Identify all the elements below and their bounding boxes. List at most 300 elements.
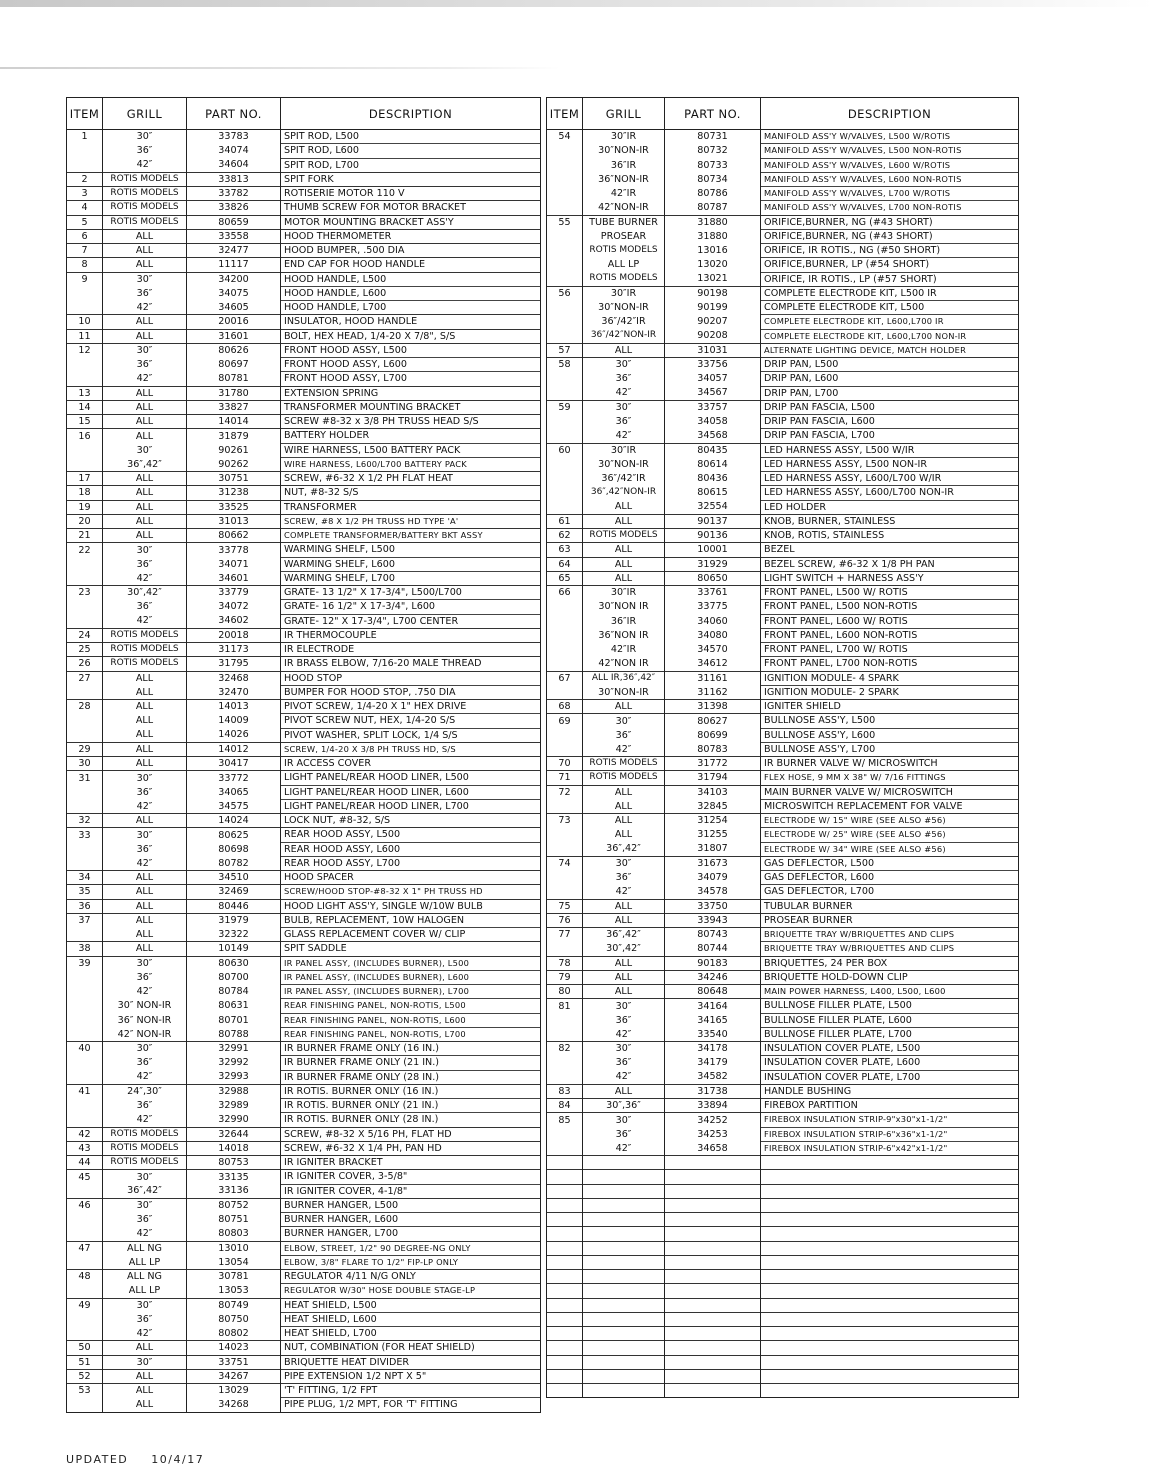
item-number <box>67 1113 103 1127</box>
item-number <box>547 628 583 642</box>
grill-size: ALL <box>103 529 187 543</box>
grill-size: 42″ <box>583 1027 665 1041</box>
part-description: BULB, REPLACEMENT, 10W HALOGEN <box>281 913 541 927</box>
grill-size: 42″ <box>583 1141 665 1155</box>
table-row <box>547 429 1019 443</box>
table-row <box>547 543 1019 557</box>
part-description: FIREBOX INSULATION STRIP-9"x30"x1-1/2" <box>761 1113 1019 1127</box>
part-description: REAR HOOD ASSY, L500 <box>281 828 541 842</box>
part-description: BULLNOSE ASS'Y, L600 <box>761 728 1019 742</box>
header-grill: GRILL <box>103 98 187 130</box>
grill-size: 36″ <box>103 600 187 614</box>
table-row <box>547 1084 1019 1098</box>
parts-table-left <box>66 97 541 1413</box>
table-row <box>67 614 541 628</box>
table-row <box>547 757 1019 771</box>
header-description: DESCRIPTION <box>761 98 1019 130</box>
grill-size: 30″ <box>103 1042 187 1056</box>
empty-cell <box>547 1255 583 1269</box>
item-number <box>547 500 583 514</box>
part-number: 80753 <box>187 1156 281 1170</box>
grill-size: 42″ <box>103 1327 187 1341</box>
item-number <box>67 1398 103 1412</box>
empty-cell <box>665 1341 761 1355</box>
part-number: 14018 <box>187 1141 281 1155</box>
empty-cell <box>547 1355 583 1369</box>
part-number: 33943 <box>665 913 761 927</box>
part-description: ORIFICE, IR ROTIS., LP (#57 SHORT) <box>761 272 1019 286</box>
part-description: IR ELECTRODE <box>281 643 541 657</box>
table-header <box>67 98 541 130</box>
part-number: 11117 <box>187 258 281 272</box>
grill-size: 30″,36″ <box>583 1099 665 1113</box>
part-number: 13053 <box>187 1284 281 1298</box>
part-description: WIRE HARNESS, L600/L700 BATTERY PACK <box>281 457 541 471</box>
part-number: 90261 <box>187 443 281 457</box>
empty-cell <box>665 1213 761 1227</box>
grill-size: ALL <box>583 700 665 714</box>
grill-size: ALL NG <box>103 1270 187 1284</box>
part-number: 34612 <box>665 657 761 671</box>
table-row <box>547 1141 1019 1155</box>
grill-size: 30″ <box>103 1170 187 1184</box>
part-description: BATTERY HOLDER <box>281 429 541 443</box>
table-row <box>547 714 1019 728</box>
blank-row <box>547 1369 1019 1383</box>
blank-row <box>547 1284 1019 1298</box>
grill-size: 36″IR <box>583 614 665 628</box>
part-description: WARMING SHELF, L600 <box>281 557 541 571</box>
item-number <box>67 842 103 856</box>
grill-size: ALL <box>103 1398 187 1412</box>
grill-size: 36″ <box>103 557 187 571</box>
grill-size: 36″ <box>103 1213 187 1227</box>
grill-size: 30″ <box>103 443 187 457</box>
item-number: 27 <box>67 671 103 685</box>
table-row <box>67 1141 541 1155</box>
grill-size: ROTIS MODELS <box>103 187 187 201</box>
part-number: 80750 <box>187 1312 281 1326</box>
part-description: IR IGNITER COVER, 4-1/8" <box>281 1184 541 1198</box>
part-number: 13010 <box>187 1241 281 1255</box>
item-number <box>547 871 583 885</box>
part-description: EXTENSION SPRING <box>281 386 541 400</box>
grill-size: 30″ <box>103 956 187 970</box>
part-description: SCREW, #8-32 X 5/16 PH, FLAT HD <box>281 1127 541 1141</box>
grill-size: ALL IR,36″,42″ <box>583 671 665 685</box>
grill-size: 30″ <box>583 1113 665 1127</box>
part-description: IR BURNER FRAME ONLY (28 IN.) <box>281 1070 541 1084</box>
item-number: 15 <box>67 415 103 429</box>
grill-size: ALL <box>103 671 187 685</box>
grill-size: ALL <box>103 899 187 913</box>
item-number: 11 <box>67 329 103 343</box>
table-row <box>67 871 541 885</box>
part-number: 34164 <box>665 999 761 1013</box>
part-description: REAR FINISHING PANEL, NON-ROTIS, L600 <box>281 1013 541 1027</box>
item-number: 44 <box>67 1156 103 1170</box>
grill-size: ALL <box>583 814 665 828</box>
item-number: 47 <box>67 1241 103 1255</box>
grill-size: ALL <box>103 258 187 272</box>
item-number: 9 <box>67 272 103 286</box>
part-description: WARMING SHELF, L500 <box>281 543 541 557</box>
part-description: DRIP PAN, L700 <box>761 386 1019 400</box>
grill-size: ALL <box>103 1369 187 1383</box>
grill-size: 36″ <box>103 1312 187 1326</box>
grill-size: ALL <box>103 386 187 400</box>
table-row <box>547 742 1019 756</box>
grill-size: 36″,42″ <box>103 457 187 471</box>
part-number: 34179 <box>665 1056 761 1070</box>
part-number: 30417 <box>187 757 281 771</box>
grill-size: ROTIS MODELS <box>103 201 187 215</box>
grill-size: 36″,42″NON-IR <box>583 486 665 500</box>
grill-size: ALL <box>103 685 187 699</box>
empty-cell <box>665 1156 761 1170</box>
part-number: 32989 <box>187 1099 281 1113</box>
part-number: 31738 <box>665 1084 761 1098</box>
item-number: 64 <box>547 557 583 571</box>
item-number: 83 <box>547 1084 583 1098</box>
item-number <box>547 842 583 856</box>
part-description: BURNER HANGER, L700 <box>281 1227 541 1241</box>
item-number: 23 <box>67 586 103 600</box>
grill-size: 30″NON-IR <box>583 457 665 471</box>
empty-cell <box>761 1341 1019 1355</box>
item-number <box>547 643 583 657</box>
item-number <box>67 970 103 984</box>
item-number <box>547 742 583 756</box>
table-row <box>547 301 1019 315</box>
grill-size: 30″NON IR <box>583 600 665 614</box>
part-number: 90198 <box>665 286 761 300</box>
grill-size: 36″ <box>103 144 187 158</box>
grill-size: 30″ <box>103 343 187 357</box>
grill-size: 30″IR <box>583 130 665 144</box>
part-number: 80732 <box>665 144 761 158</box>
part-number: 20016 <box>187 315 281 329</box>
empty-cell <box>665 1327 761 1341</box>
blank-row <box>547 1241 1019 1255</box>
grill-size: 42″ <box>103 1227 187 1241</box>
header-part-no: PART NO. <box>665 98 761 130</box>
item-number: 22 <box>67 543 103 557</box>
table-row <box>547 500 1019 514</box>
table-row <box>547 985 1019 999</box>
part-number: 31880 <box>665 229 761 243</box>
item-number <box>67 557 103 571</box>
item-number <box>547 600 583 614</box>
empty-cell <box>665 1255 761 1269</box>
part-number: 32644 <box>187 1127 281 1141</box>
item-number: 63 <box>547 543 583 557</box>
part-number: 31398 <box>665 700 761 714</box>
part-number: 31795 <box>187 657 281 671</box>
part-number: 90208 <box>665 329 761 343</box>
part-description: TUBULAR BURNER <box>761 899 1019 913</box>
empty-cell <box>665 1270 761 1284</box>
part-number: 80701 <box>187 1013 281 1027</box>
part-number: 34200 <box>187 272 281 286</box>
grill-size: ALL <box>103 415 187 429</box>
table-row <box>547 372 1019 386</box>
empty-cell <box>761 1198 1019 1212</box>
empty-cell <box>583 1255 665 1269</box>
item-number: 75 <box>547 899 583 913</box>
table-row <box>67 144 541 158</box>
grill-size: 30″IR <box>583 586 665 600</box>
part-description: ELECTRODE W/ 34" WIRE (SEE ALSO #56) <box>761 842 1019 856</box>
item-number <box>67 301 103 315</box>
part-description: MANIFOLD ASS'Y W/VALVES, L600 NON-ROTIS <box>761 172 1019 186</box>
part-number: 31772 <box>665 757 761 771</box>
table-row <box>67 486 541 500</box>
empty-cell <box>665 1241 761 1255</box>
part-number: 32468 <box>187 671 281 685</box>
part-description: ORIFICE,BURNER, LP (#54 SHORT) <box>761 258 1019 272</box>
empty-cell <box>547 1312 583 1326</box>
empty-cell <box>665 1312 761 1326</box>
table-row <box>67 258 541 272</box>
item-number: 53 <box>67 1384 103 1398</box>
item-number <box>67 1013 103 1027</box>
grill-size: 30″ <box>103 828 187 842</box>
grill-size: 36″ NON-IR <box>103 1013 187 1027</box>
item-number: 34 <box>67 871 103 885</box>
table-row <box>547 785 1019 799</box>
grill-size: ROTIS MODELS <box>583 272 665 286</box>
part-number: 90262 <box>187 457 281 471</box>
item-number: 12 <box>67 343 103 357</box>
grill-size: 42″ <box>103 301 187 315</box>
part-number: 33783 <box>187 130 281 144</box>
grill-size: ALL <box>103 742 187 756</box>
grill-size: ALL LP <box>103 1255 187 1269</box>
table-row <box>67 443 541 457</box>
grill-size: ALL <box>103 942 187 956</box>
grill-size: 36″ <box>103 1056 187 1070</box>
table-row <box>547 229 1019 243</box>
table-row <box>547 358 1019 372</box>
empty-cell <box>547 1227 583 1241</box>
grill-size: 36″ <box>103 286 187 300</box>
item-number <box>547 201 583 215</box>
item-number: 76 <box>547 913 583 927</box>
part-number: 31031 <box>665 343 761 357</box>
part-description: MOTOR MOUNTING BRACKET ASS'Y <box>281 215 541 229</box>
grill-size: 36″ <box>103 970 187 984</box>
grill-size: 24″,30″ <box>103 1084 187 1098</box>
empty-cell <box>547 1198 583 1212</box>
table-header <box>547 98 1019 130</box>
item-number: 17 <box>67 472 103 486</box>
part-description: HOOD HANDLE, L500 <box>281 272 541 286</box>
part-description: REAR FINISHING PANEL, NON-ROTIS, L700 <box>281 1027 541 1041</box>
part-number: 90207 <box>665 315 761 329</box>
item-number: 78 <box>547 956 583 970</box>
empty-cell <box>761 1369 1019 1383</box>
table-row <box>67 1127 541 1141</box>
grill-size: ALL <box>583 828 665 842</box>
item-number <box>547 144 583 158</box>
part-description: ELBOW, 3/8" FLARE TO 1/2" FIP-LP ONLY <box>281 1255 541 1269</box>
empty-cell <box>547 1384 583 1398</box>
part-number: 34570 <box>665 643 761 657</box>
item-number <box>547 1056 583 1070</box>
part-number: 33540 <box>665 1027 761 1041</box>
part-number: 34080 <box>665 628 761 642</box>
parts-table-right <box>546 97 1019 1398</box>
item-number <box>547 942 583 956</box>
part-number: 80698 <box>187 842 281 856</box>
item-number <box>67 358 103 372</box>
part-number: 32993 <box>187 1070 281 1084</box>
part-number: 34582 <box>665 1070 761 1084</box>
table-row <box>547 871 1019 885</box>
part-number: 13021 <box>665 272 761 286</box>
part-description: LED HARNESS ASSY, L600/L700 NON-IR <box>761 486 1019 500</box>
table-row <box>547 272 1019 286</box>
grill-size: ROTIS MODELS <box>103 1127 187 1141</box>
grill-size: ALL <box>103 429 187 443</box>
grill-size: ALL <box>103 486 187 500</box>
table-row <box>67 400 541 414</box>
item-number: 10 <box>67 315 103 329</box>
empty-cell <box>665 1198 761 1212</box>
table-row <box>67 415 541 429</box>
item-number <box>67 1227 103 1241</box>
item-number: 71 <box>547 771 583 785</box>
grill-size: ALL <box>103 757 187 771</box>
part-description: HOOD THERMOMETER <box>281 229 541 243</box>
part-description: BURNER HANGER, L600 <box>281 1213 541 1227</box>
item-number <box>67 600 103 614</box>
item-number <box>547 885 583 899</box>
part-description: SPIT ROD, L600 <box>281 144 541 158</box>
part-description: GRATE- 12" X 17-3/4", L700 CENTER <box>281 614 541 628</box>
part-description: MANIFOLD ASS'Y W/VALVES, L500 NON-ROTIS <box>761 144 1019 158</box>
item-number: 7 <box>67 244 103 258</box>
table-row <box>547 529 1019 543</box>
part-description: FRONT PANEL, L700 W/ ROTIS <box>761 643 1019 657</box>
grill-size: 36″ <box>583 728 665 742</box>
part-description: MAIN BURNER VALVE W/ MICROSWITCH <box>761 785 1019 799</box>
item-number <box>547 1070 583 1084</box>
item-number <box>547 657 583 671</box>
part-number: 80626 <box>187 343 281 357</box>
item-number <box>547 457 583 471</box>
item-number: 13 <box>67 386 103 400</box>
item-number <box>67 1099 103 1113</box>
empty-cell <box>547 1170 583 1184</box>
table-row <box>67 1113 541 1127</box>
part-number: 33826 <box>187 201 281 215</box>
table-row <box>67 970 541 984</box>
item-number <box>67 685 103 699</box>
table-row <box>67 628 541 642</box>
part-number: 33778 <box>187 543 281 557</box>
item-number: 77 <box>547 928 583 942</box>
part-description: HEAT SHIELD, L500 <box>281 1298 541 1312</box>
table-row <box>67 928 541 942</box>
part-number: 31238 <box>187 486 281 500</box>
table-row <box>67 543 541 557</box>
part-description: SCREW, 1/4-20 X 3/8 PH TRUSS HD, S/S <box>281 742 541 756</box>
part-number: 32991 <box>187 1042 281 1056</box>
table-row <box>547 842 1019 856</box>
part-number: 34246 <box>665 970 761 984</box>
table-row <box>67 1284 541 1298</box>
part-number: 31807 <box>665 842 761 856</box>
grill-size: 30″ <box>583 856 665 870</box>
part-description: SCREW, #6-32 X 1/4 PH, PAN HD <box>281 1141 541 1155</box>
part-number: 80803 <box>187 1227 281 1241</box>
part-number: 80788 <box>187 1027 281 1041</box>
item-number: 46 <box>67 1198 103 1212</box>
table-row <box>547 728 1019 742</box>
grill-size: ALL <box>583 956 665 970</box>
part-number: 14023 <box>187 1341 281 1355</box>
part-description: BRIQUETTES, 24 PER BOX <box>761 956 1019 970</box>
item-number: 42 <box>67 1127 103 1141</box>
part-number: 34079 <box>665 871 761 885</box>
grill-size: 42″ <box>103 1113 187 1127</box>
table-row <box>547 1070 1019 1084</box>
table-row <box>547 315 1019 329</box>
grill-size: 36″NON IR <box>583 628 665 642</box>
item-number: 80 <box>547 985 583 999</box>
grill-size: 30″ <box>583 400 665 414</box>
empty-cell <box>665 1384 761 1398</box>
part-description: SCREW, #8 X 1/2 PH TRUSS HD TYPE 'A' <box>281 514 541 528</box>
table-row <box>547 215 1019 229</box>
table-row <box>67 329 541 343</box>
part-description: IR ACCESS COVER <box>281 757 541 771</box>
grill-size: ROTIS MODELS <box>583 757 665 771</box>
part-number: 80697 <box>187 358 281 372</box>
grill-size: 30″,42″ <box>103 586 187 600</box>
empty-cell <box>761 1298 1019 1312</box>
item-number: 30 <box>67 757 103 771</box>
grill-size: ALL LP <box>103 1284 187 1298</box>
grill-size: ALL <box>103 400 187 414</box>
part-number: 32992 <box>187 1056 281 1070</box>
grill-size: ALL <box>583 543 665 557</box>
grill-size: ALL <box>103 329 187 343</box>
grill-size: 42″IR <box>583 643 665 657</box>
empty-cell <box>761 1384 1019 1398</box>
table-row <box>547 586 1019 600</box>
part-description: IR ROTIS. BURNER ONLY (28 IN.) <box>281 1113 541 1127</box>
table-row <box>67 358 541 372</box>
empty-cell <box>583 1298 665 1312</box>
grill-size: ALL <box>583 343 665 357</box>
item-number <box>547 486 583 500</box>
item-number <box>67 571 103 585</box>
part-description: PIVOT SCREW, 1/4-20 X 1" HEX DRIVE <box>281 700 541 714</box>
table-row <box>547 1099 1019 1113</box>
table-row <box>547 814 1019 828</box>
empty-cell <box>583 1227 665 1241</box>
grill-size: ROTIS MODELS <box>103 215 187 229</box>
part-description: GAS DEFLECTOR, L600 <box>761 871 1019 885</box>
part-number: 33894 <box>665 1099 761 1113</box>
empty-cell <box>583 1213 665 1227</box>
part-number: 33775 <box>665 600 761 614</box>
grill-size: 36″/42″IR <box>583 472 665 486</box>
item-number <box>67 728 103 742</box>
